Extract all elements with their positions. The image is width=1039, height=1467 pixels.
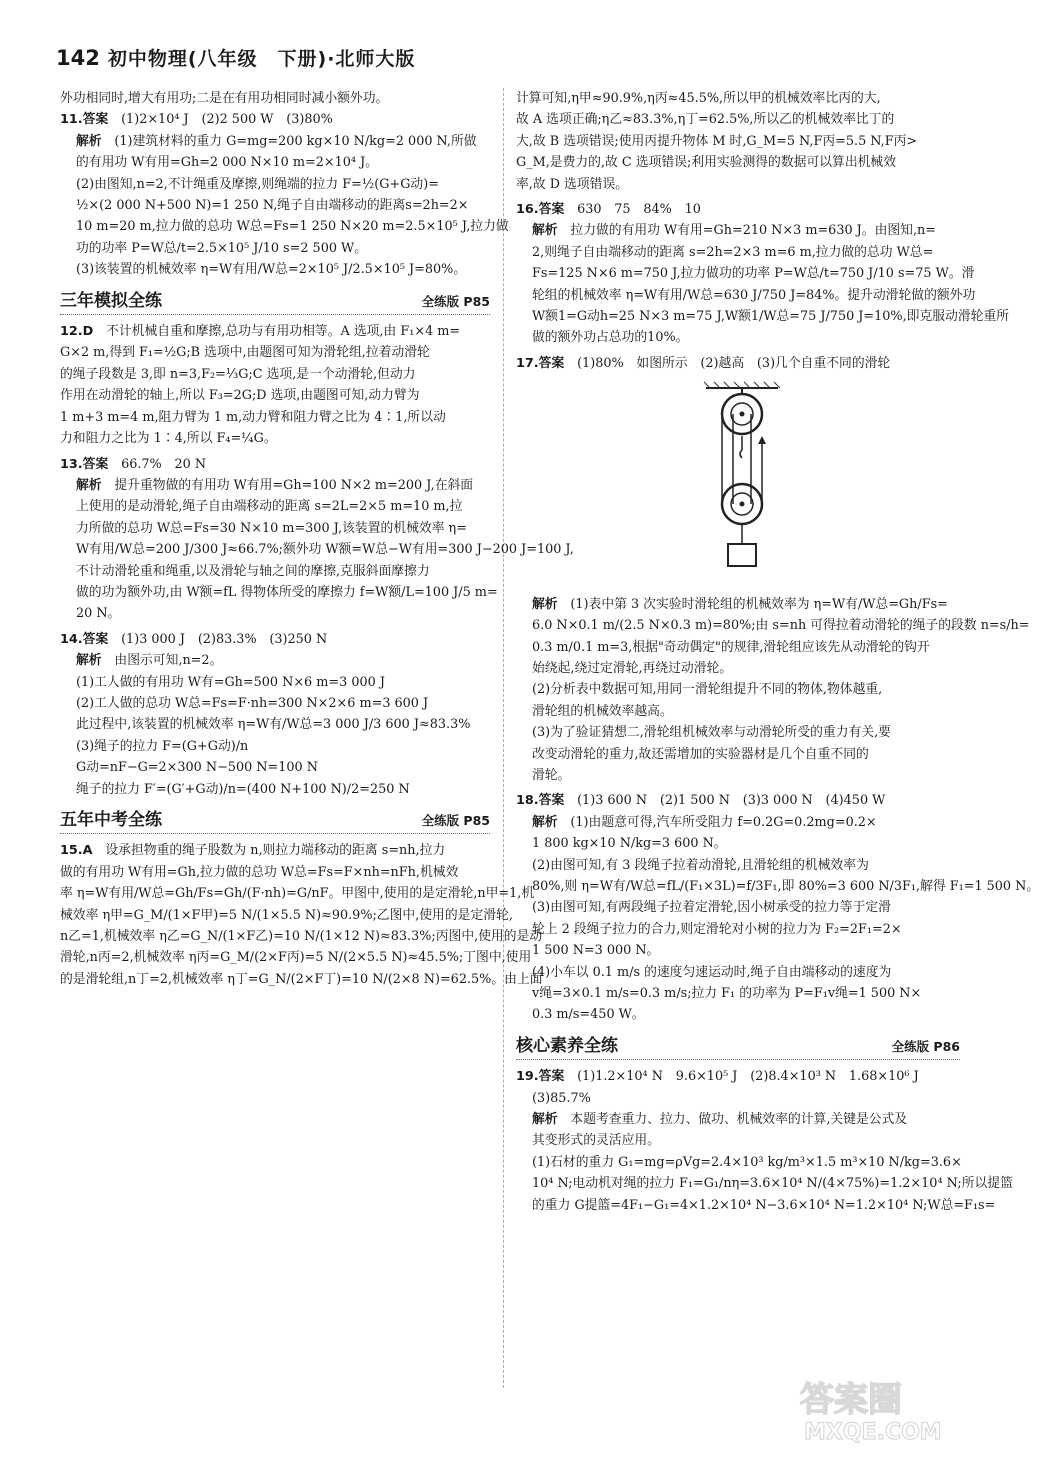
question-19 bbox=[516, 1066, 1013, 1216]
page-number: 142 bbox=[56, 46, 100, 70]
text-line: 力和阻力之比为 1∶4,所以 F₄=¼G。 bbox=[60, 431, 277, 447]
question-18 bbox=[516, 790, 1039, 1025]
question-number: 14. bbox=[60, 631, 83, 647]
text-line: n乙=1,机械效率 η乙=G_N/(1×F乙)=10 N/(1×12 N)≈83.3%;丙图中,使用的是动 bbox=[60, 929, 543, 945]
text-line: 轮组的机械效率 η=W有用/W总=630 J/750 J=84%。提升动滑轮做的额外功 bbox=[532, 287, 976, 303]
text-line: (1)表中第 3 次实验时滑轮组的机械效率为 η=W有/W总=Gh/Fs= bbox=[570, 596, 948, 612]
text-line: 拉力做的有用功 W有用=Gh=210 N×3 m=630 J。由图知,n= bbox=[570, 223, 937, 239]
text-line: (1)建筑材料的重力 G=mg=200 kg×10 N/kg=2 000 N,所做 bbox=[114, 133, 477, 149]
text-line: 提升重物做的有用功 W有用=Gh=100 N×2 m=200 J,在斜面 bbox=[114, 477, 474, 493]
text-line: 改变动滑轮的重力,故还需增加的实验器材是几个自重不同的 bbox=[532, 746, 869, 762]
text-line: 的重力 G提篮=4F₁−G₁=4×1.2×10⁴ N−3.6×10⁴ N=1.2×10⁴ N;W总=F₁s= bbox=[532, 1197, 996, 1213]
pulley-diagram bbox=[702, 380, 782, 580]
text-line: 此过程中,该装置的机械效率 η=W有/W总=3 000 J/3 600 J≈83.3% bbox=[76, 717, 471, 733]
answer-label: 答案 bbox=[538, 202, 565, 218]
text-line: 滑轮,n丙=2,机械效率 η丙=G_M/(2×F丙)=5 N/(2×5.5 N)≈45.5%;丁图中,使用 bbox=[60, 950, 532, 966]
text-line: (2)由图知,n=2,不计绳重及摩擦,则绳端的拉力 F=½(G+G动)= bbox=[76, 176, 439, 192]
analysis-label: 解析 bbox=[532, 223, 558, 239]
text-line: (3)为了验证猜想二,滑轮组机械效率与动滑轮所受的重力有关,要 bbox=[532, 725, 891, 741]
text-line: G动=nF−G=2×300 N−500 N=100 N bbox=[76, 760, 318, 776]
answer-text: (1)3 600 N (2)1 500 N (3)3 000 N (4)450 W bbox=[577, 793, 886, 809]
text-line: 功的功率 P=W总/t=2.5×10⁵ J/10 s=2 500 W。 bbox=[76, 240, 368, 256]
text-line: (2)由图可知,有 3 段绳子拉着动滑轮,且滑轮组的机械效率为 bbox=[532, 857, 869, 873]
answer-text: (1)2×10⁴ J (2)2 500 W (3)80% bbox=[121, 112, 333, 128]
text-line: 大,故 B 选项错误;使用丙提升物体 M 时,G_M=5 N,F丙=5.5 N,F丙> bbox=[516, 133, 918, 149]
text-line: 作用在动滑轮的轴上,所以 F₃=2G;D 选项,由题图可知,动力臂为 bbox=[60, 388, 420, 404]
text-line: W有用/W总=200 J/300 J≈66.7%;额外功 W额=W总−W有用=300 J−200 J=100 J, bbox=[76, 542, 574, 558]
answer-text: 66.7% 20 N bbox=[121, 456, 207, 472]
watermark-logo bbox=[780, 1365, 980, 1445]
text-line: (3)由图可知,有两段绳子拉着定滑轮,因小树承受的拉力等于定滑 bbox=[532, 900, 891, 916]
text-line: 做的功为额外功,由 W额=fL 得物体所受的摩擦力 f=W额/L=100 J/5 m= bbox=[76, 584, 498, 600]
column-divider bbox=[503, 88, 504, 1388]
analysis-label: 解析 bbox=[532, 814, 558, 830]
text-line: 外功相同时,增大有用功;二是在有用功相同时减小额外功。 bbox=[60, 91, 389, 106]
text-line: 故 A 选项正确;η乙≈83.3%,η丁=62.5%,所以乙的机械效率比丁的 bbox=[516, 112, 895, 128]
text-line: (1)工人做的有用功 W有=Gh=500 N×6 m=3 000 J bbox=[76, 674, 385, 690]
section-header bbox=[60, 291, 490, 315]
section-header bbox=[60, 810, 490, 834]
text-line: 1 500 N=3 000 N。 bbox=[532, 943, 660, 959]
text-line: 设承担物重的绳子股数为 n,则拉力端移动的距离 s=nh,拉力 bbox=[105, 843, 446, 859]
text-line: 本题考查重力、拉力、做功、机械效率的计算,关键是公式及 bbox=[570, 1112, 908, 1128]
text-line: 的是滑轮组,n丁=2,机械效率 η丁=G_N/(2×F丁)=10 N/(2×8 N)=62.5%。由上面 bbox=[60, 971, 543, 987]
section-title: 五年中考全练 bbox=[60, 810, 162, 830]
text-line: 率,故 D 选项错误。 bbox=[516, 176, 629, 192]
text-line: 由图示可知,n=2。 bbox=[114, 653, 223, 669]
text-line: 上使用的是动滑轮,绳子自由端移动的距离 s=2L=2×5 m=10 m,拉 bbox=[76, 499, 463, 515]
answer-label: 答案 bbox=[538, 1069, 565, 1085]
text-line: (3)该装置的机械效率 η=W有用/W总=2×10⁵ J/2.5×10⁵ J=80%。 bbox=[76, 262, 467, 278]
text-line: 滑轮组的机械效率越高。 bbox=[532, 703, 673, 719]
analysis-label: 解析 bbox=[76, 133, 102, 149]
answer-text: (1)80% 如图所示 (2)越高 (3)几个自重不同的滑轮 bbox=[577, 355, 891, 371]
text-line: 2,则绳子自由端移动的距离 s=2h=2×3 m=6 m,拉力做的总功 W总= bbox=[532, 244, 934, 260]
text-line: 20 N。 bbox=[76, 606, 121, 622]
text-line: 不计机械自重和摩擦,总功与有用功相等。A 选项,由 F₁×4 m= bbox=[106, 324, 461, 340]
text-line: 做的额外功占总功的10%。 bbox=[532, 330, 689, 346]
watermark-text: 答案圈 bbox=[800, 1380, 902, 1420]
analysis-label: 解析 bbox=[532, 1112, 558, 1128]
text-line: 不计动滑轮重和绳重,以及滑轮与轴之间的摩擦,克服斜面摩擦力 bbox=[76, 563, 430, 579]
text-line: 力所做的总功 W总=Fs=30 N×10 m=300 J,该装置的机械效率 η= bbox=[76, 520, 467, 536]
question-number: 12.D bbox=[60, 324, 94, 340]
answer-label: 答案 bbox=[82, 456, 109, 472]
analysis-label: 解析 bbox=[76, 653, 102, 669]
answer-label: 答案 bbox=[538, 355, 565, 371]
text-line: 的绳子段数是 3,即 n=3,F₂=⅓G;C 选项,是一个动滑轮,但动力 bbox=[60, 366, 416, 382]
section-ref: 全练版 P86 bbox=[891, 1038, 960, 1054]
analysis-label: 解析 bbox=[76, 477, 102, 493]
text-line: 0.3 m/s=450 W。 bbox=[532, 1007, 645, 1023]
text-line: 滑轮。 bbox=[532, 767, 571, 783]
section-ref: 全练版 P85 bbox=[421, 293, 490, 309]
text-line: 1 m+3 m=4 m,阻力臂为 1 m,动力臂和阻力臂之比为 4∶1,所以动 bbox=[60, 409, 446, 425]
text-line: 率 η=W有用/W总=Gh/Fs=Gh/(F·nh)=G/nF。甲图中,使用的是定滑轮,n甲=1,机 bbox=[60, 886, 535, 902]
question-number: 17. bbox=[516, 355, 539, 371]
text-line: 10 m=20 m,拉力做的总功 W总=Fs=1 250 N×20 m=2.5×10⁵ J,拉力做 bbox=[76, 219, 509, 235]
text-line: 其变形式的灵活应用。 bbox=[532, 1133, 660, 1149]
answer-text: (3)85.7% bbox=[532, 1090, 591, 1106]
text-line: 1 800 kg×10 N/kg=3 600 N。 bbox=[532, 836, 727, 852]
text-line: (2)工人做的总功 W总=Fs=F·nh=300 N×2×6 m=3 600 J bbox=[76, 695, 429, 711]
book-title: 初中物理(八年级 下册)·北师大版 bbox=[107, 48, 416, 70]
analysis-label: 解析 bbox=[532, 596, 558, 612]
question-number: 18. bbox=[516, 793, 539, 809]
text-line: (1)石材的重力 G₁=mg=ρVg=2.4×10³ kg/m³×1.5 m³×10 N/kg=3.6× bbox=[532, 1154, 962, 1170]
text-line: 80%,则 η=W有/W总=fL/(F₁×3L)=f/3F₁,即 80%=3 600 N/3F₁,解得 F₁=1 500 N。 bbox=[532, 878, 1039, 894]
text-line: 6.0 N×0.1 m/(2.5 N×0.3 m)=80%;由 s=nh 可得拉着动滑轮的绳子的段数 n=s/h= bbox=[532, 618, 1030, 634]
question-13 bbox=[60, 454, 574, 625]
text-line: 绳子的拉力 F′=(G′+G动)/n=(400 N+100 N)/2=250 N bbox=[76, 781, 410, 797]
answer-label: 答案 bbox=[82, 631, 109, 647]
question-number: 16. bbox=[516, 202, 539, 218]
text-line: 做的有用功 W有用=Gh,拉力做的总功 W总=Fs=F×nh=nFh,机械效 bbox=[60, 864, 459, 880]
question-12 bbox=[60, 321, 490, 449]
text-line: 轮上 2 段绳子拉力的合力,则定滑轮对小树的拉力为 F₂=2F₁=2× bbox=[532, 921, 902, 937]
question-14 bbox=[60, 629, 490, 800]
question-16 bbox=[516, 199, 1010, 349]
section-header bbox=[516, 1036, 960, 1060]
question-17 bbox=[516, 353, 1030, 786]
text-line: ½×(2 000 N+500 N)=1 250 N,绳子自由端移动的距离s=2h=2× bbox=[76, 198, 469, 214]
question-11 bbox=[60, 109, 509, 280]
text-line: 0.3 m/0.1 m=3,根据"奇动偶定"的规律,滑轮组应该先从动滑轮的钩开 bbox=[532, 639, 930, 655]
section-title: 核心素养全练 bbox=[516, 1035, 618, 1056]
right-column bbox=[516, 88, 1039, 1216]
question-number: 15.A bbox=[60, 843, 93, 859]
text-line: 的有用功 W有用=Gh=2 000 N×10 m=2×10⁴ J。 bbox=[76, 155, 379, 171]
question-number: 13. bbox=[60, 456, 83, 472]
question-number: 19. bbox=[516, 1069, 539, 1085]
text-line: (3)绳子的拉力 F=(G+G动)/n bbox=[76, 738, 249, 754]
question-15 bbox=[60, 840, 543, 990]
text-line: 械效率 η甲=G_M/(1×F甲)=5 N/(1×5.5 N)≈90.9%;乙图中,使用的是定滑轮, bbox=[60, 907, 513, 923]
page-header bbox=[56, 44, 415, 74]
text-line: 10⁴ N;电动机对绳的拉力 F₁=G₁/nη=3.6×10⁴ N/(4×75%)=1.2×10⁴ N;所以提篮 bbox=[532, 1176, 1013, 1192]
answer-text: (1)3 000 J (2)83.3% (3)250 N bbox=[121, 631, 328, 647]
text-line: W额1=G动h=25 N×3 m=75 J,W额1/W总=75 J/750 J=10%,即克服动滑轮重所 bbox=[532, 309, 1010, 325]
section-title: 三年模拟全练 bbox=[60, 290, 162, 311]
text-line: (1)由题意可得,汽车所受阻力 f=0.2G=0.2mg=0.2× bbox=[570, 814, 877, 830]
text-line: G×2 m,得到 F₁=½G;B 选项中,由题图可知为滑轮组,拉着动滑轮 bbox=[60, 345, 430, 361]
answer-text: (1)1.2×10⁴ N 9.6×10⁵ J (2)8.4×10³ N 1.68×10⁶ J bbox=[577, 1069, 919, 1085]
text-line: G_M,是费力的,故 C 选项错误;利用实验测得的数据可以算出机械效 bbox=[516, 155, 897, 171]
text-line: (4)小车以 0.1 m/s 的速度匀速运动时,绳子自由端移动的速度为 bbox=[532, 964, 892, 980]
watermark-url: MXQE.COM bbox=[804, 1420, 942, 1445]
question-number: 11. bbox=[60, 112, 83, 128]
answer-text: 630 75 84% 10 bbox=[577, 202, 701, 218]
text-line: 始绕起,绕过定滑轮,再绕过动滑轮。 bbox=[532, 660, 733, 676]
text-line: (2)分析表中数据可知,用同一滑轮组提升不同的物体,物体越重, bbox=[532, 682, 883, 698]
text-line: 计算可知,η甲≈90.9%,η丙≈45.5%,所以甲的机械效率比丙的大, bbox=[516, 91, 881, 106]
answer-label: 答案 bbox=[538, 793, 565, 809]
answer-label: 答案 bbox=[82, 112, 109, 128]
text-line: Fs=125 N×6 m=750 J,拉力做功的功率 P=W总/t=750 J/10 s=75 W。滑 bbox=[532, 266, 975, 282]
text-line: v绳=3×0.1 m/s=0.3 m/s;拉力 F₁ 的功率为 P=F₁v绳=1 500 N× bbox=[532, 986, 922, 1001]
section-ref: 全练版 P85 bbox=[421, 813, 490, 828]
